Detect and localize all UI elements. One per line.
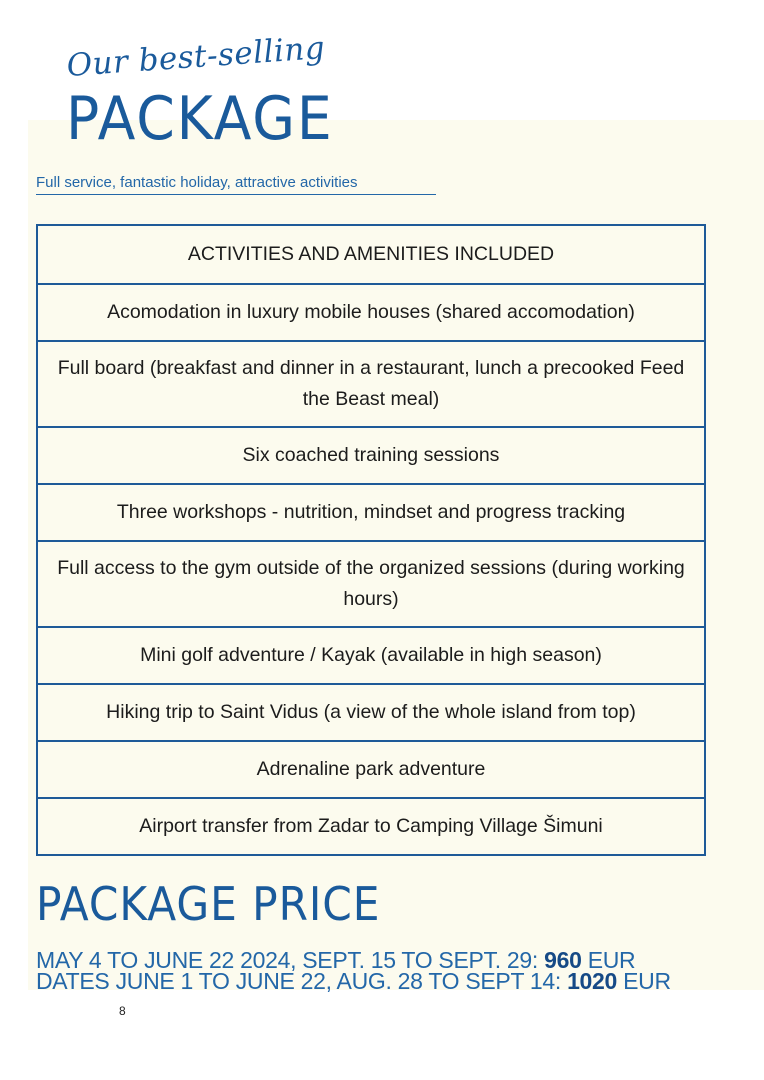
page-number: 8 [119, 1004, 126, 1018]
table-row: Hiking trip to Saint Vidus (a view of the whole island from top) [38, 683, 704, 740]
price-currency: EUR [623, 968, 671, 994]
subtitle-underline [36, 194, 436, 195]
table-row: Acomodation in luxury mobile houses (shared accomodation) [38, 283, 704, 340]
table-row: Full board (breakfast and dinner in a restaurant, lunch a precooked Feed the Beast meal) [38, 340, 704, 426]
price-dates: MAY 4 TO JUNE 22 2024, SEPT. 15 TO SEPT. 29: [36, 947, 539, 973]
amenities-table [36, 224, 706, 856]
price-heading: PACKAGE PRICE [36, 877, 381, 931]
subtitle: Full service, fantastic holiday, attractive activities [36, 174, 358, 191]
price-line-2 [36, 970, 671, 993]
page-title: PACKAGE [66, 84, 334, 154]
table-row: Full access to the gym outside of the organized sessions (during working hours) [38, 540, 704, 626]
table-row: Three workshops - nutrition, mindset and progress tracking [38, 483, 704, 540]
price-currency: EUR [587, 947, 636, 973]
table-row: Mini golf adventure / Kayak (available in high season) [38, 626, 704, 683]
table-row: Adrenaline park adventure [38, 740, 704, 797]
price-amount: 1020 [567, 968, 618, 994]
table-row: Airport transfer from Zadar to Camping Village Šimuni [38, 797, 704, 854]
script-title: Our best-selling [65, 30, 327, 85]
price-amount: 960 [544, 947, 582, 973]
table-header: ACTIVITIES AND AMENITIES INCLUDED [187, 243, 555, 265]
price-dates: DATES JUNE 1 TO JUNE 22, AUG. 28 TO SEPT 14: [36, 968, 561, 994]
table-row: Six coached training sessions [38, 426, 704, 483]
